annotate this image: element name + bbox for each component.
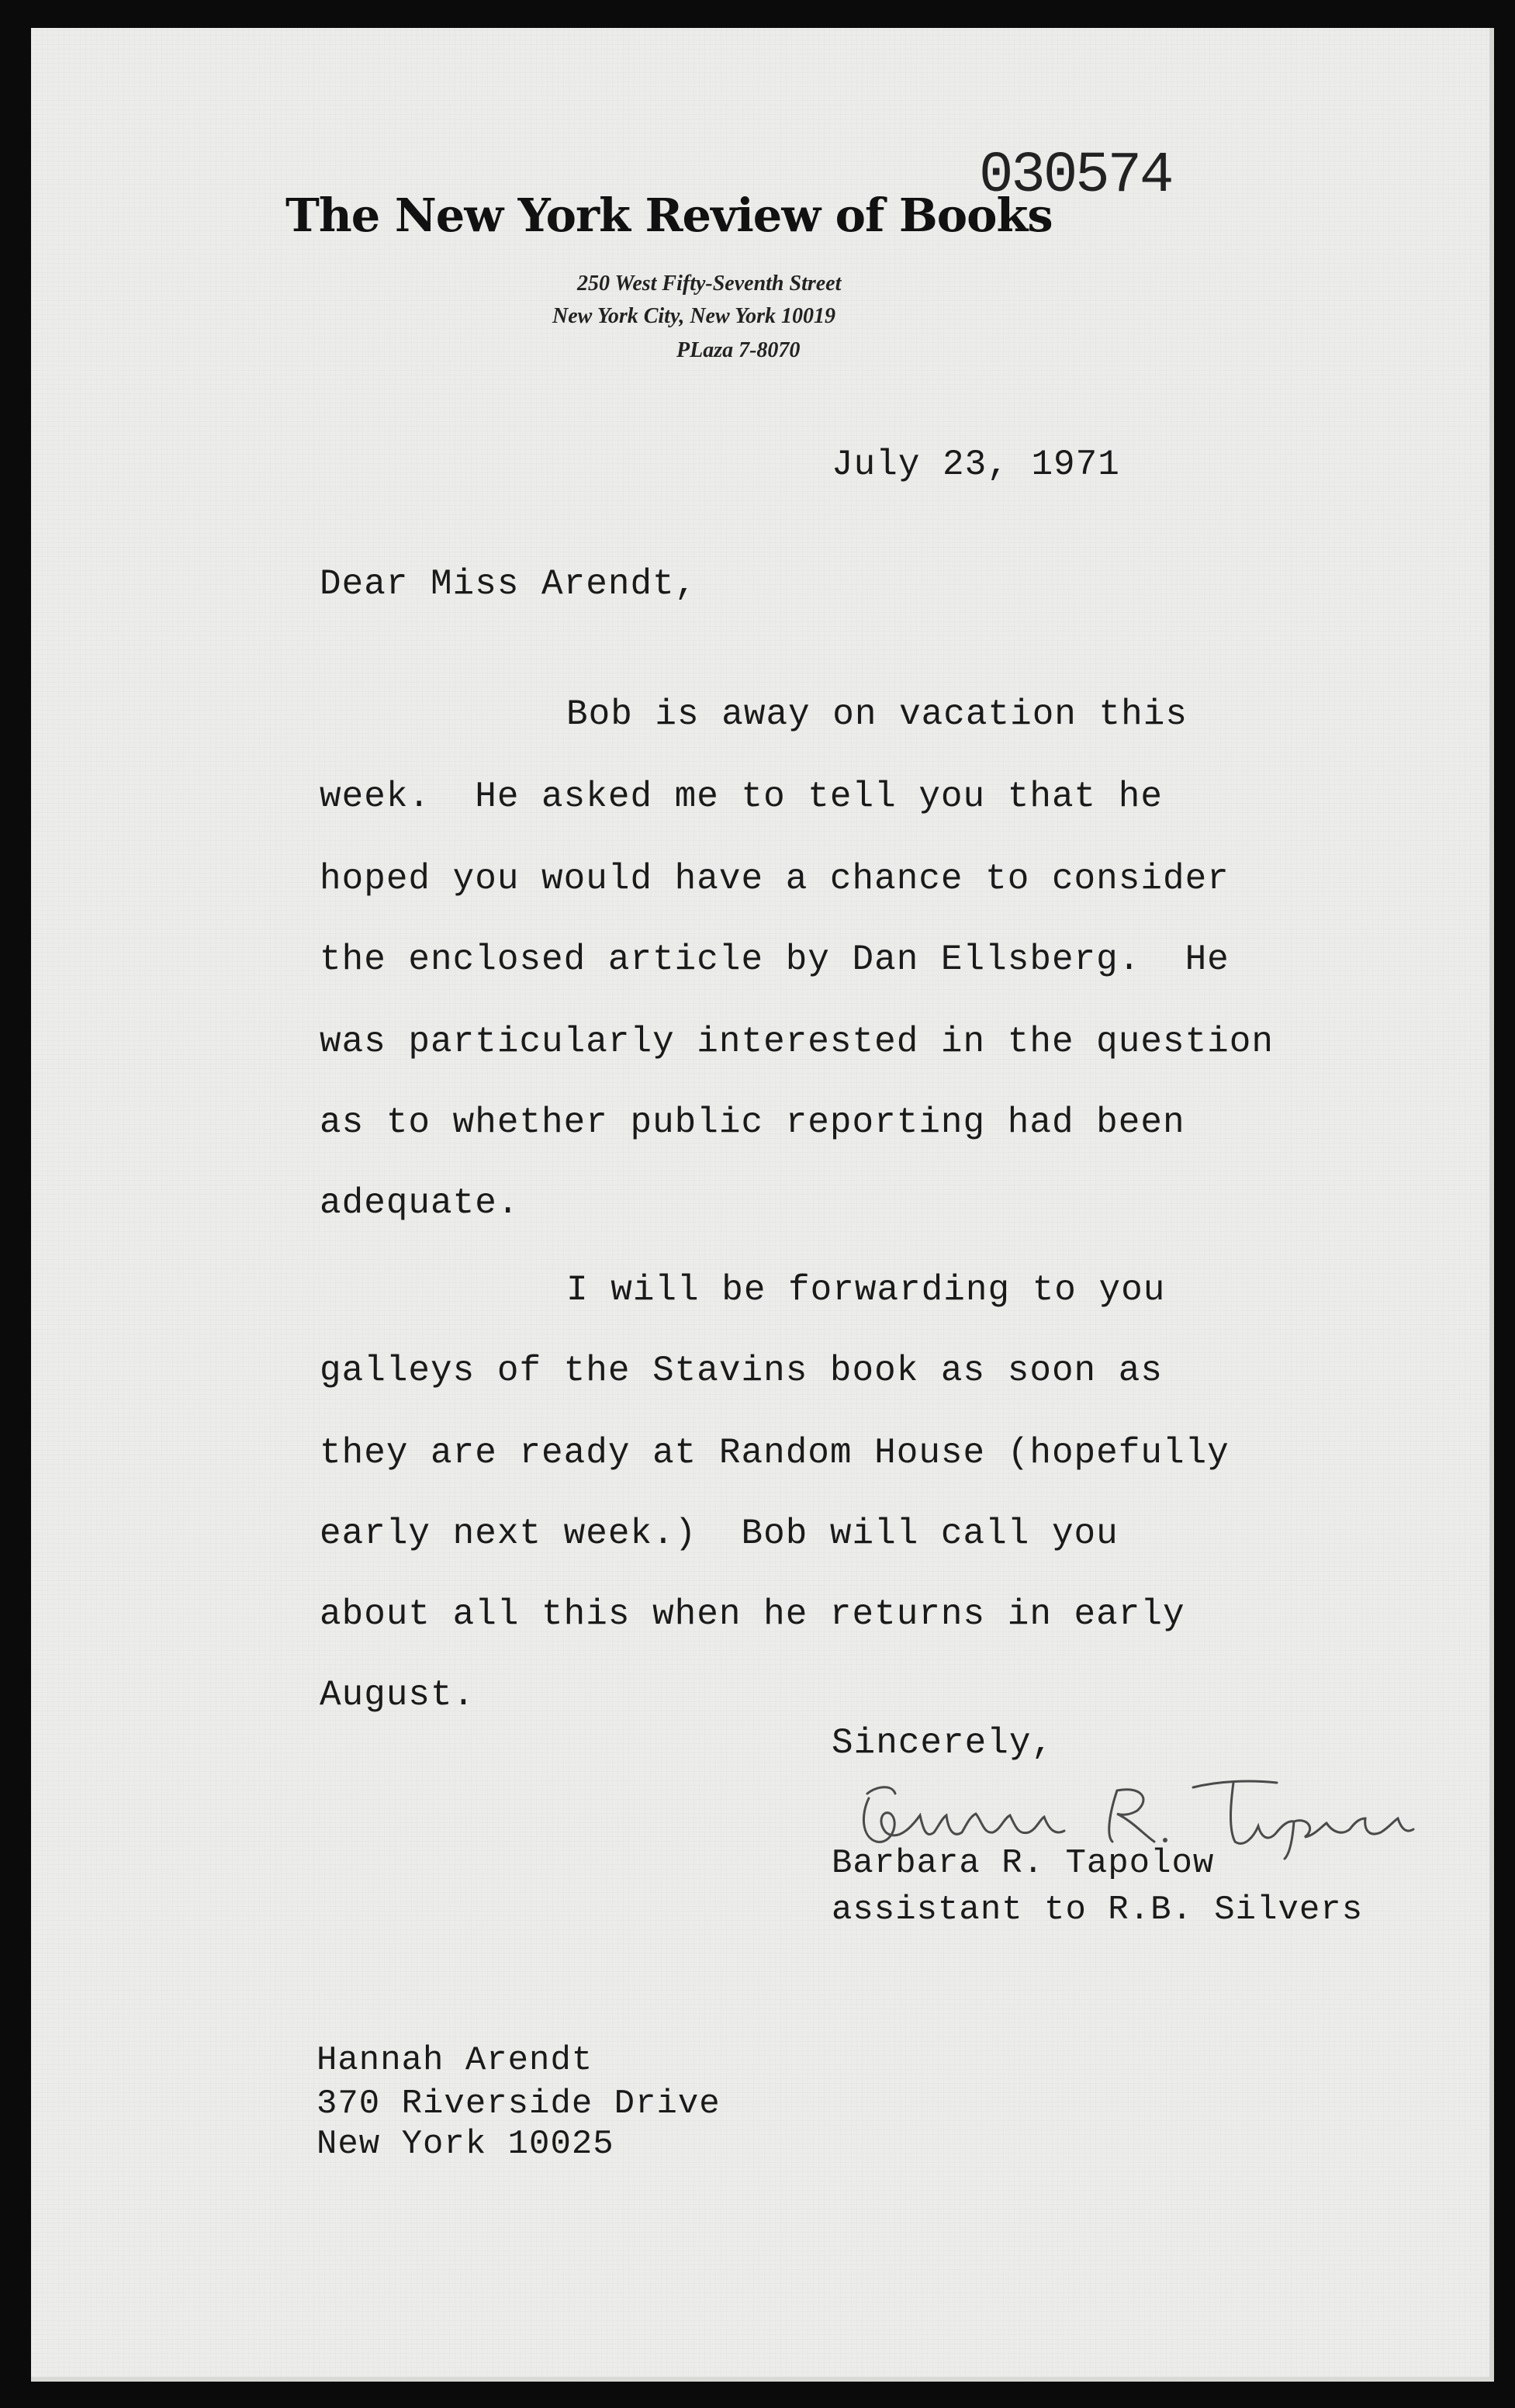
body-line: was particularly interested in the question (320, 1022, 1274, 1062)
body-line: galleys of the Stavins book as soon as (320, 1351, 1163, 1391)
letter-date: July 23, 1971 (832, 445, 1120, 485)
body-line: I will be forwarding to you (566, 1270, 1166, 1310)
body-line: week. He asked me to tell you that he (320, 777, 1163, 817)
document-number: 030574 (979, 144, 1172, 209)
letterhead-city: New York City, New York 10019 (552, 304, 836, 328)
body-line: the enclosed article by Dan Ellsberg. He (320, 939, 1230, 980)
body-line: early next week.) Bob will call you (320, 1514, 1119, 1554)
body-line: adequate. (320, 1183, 520, 1223)
body-line: they are ready at Random House (hopefully (320, 1433, 1230, 1473)
body-line: Bob is away on vacation this (566, 694, 1188, 735)
recipient-street: 370 Riverside Drive (316, 2085, 721, 2123)
letterhead-phone: PLaza 7-8070 (676, 338, 801, 362)
recipient-name: Hannah Arendt (316, 2041, 593, 2080)
closing: Sincerely, (832, 1723, 1054, 1763)
body-line: hoped you would have a chance to consider (320, 859, 1230, 899)
signer-name: Barbara R. Tapolow (832, 1844, 1215, 1883)
body-line: August. (320, 1675, 476, 1715)
letterhead-street: 250 West Fifty-Seventh Street (577, 272, 842, 296)
letter-page (31, 28, 1494, 2382)
salutation: Dear Miss Arendt, (320, 564, 697, 604)
recipient-city: New York 10025 (316, 2125, 614, 2164)
body-line: about all this when he returns in early (320, 1594, 1185, 1635)
signer-title: assistant to R.B. Silvers (832, 1891, 1364, 1929)
body-line: as to whether public reporting had been (320, 1102, 1185, 1143)
letterhead-title: The New York Review of Books (285, 189, 1053, 242)
